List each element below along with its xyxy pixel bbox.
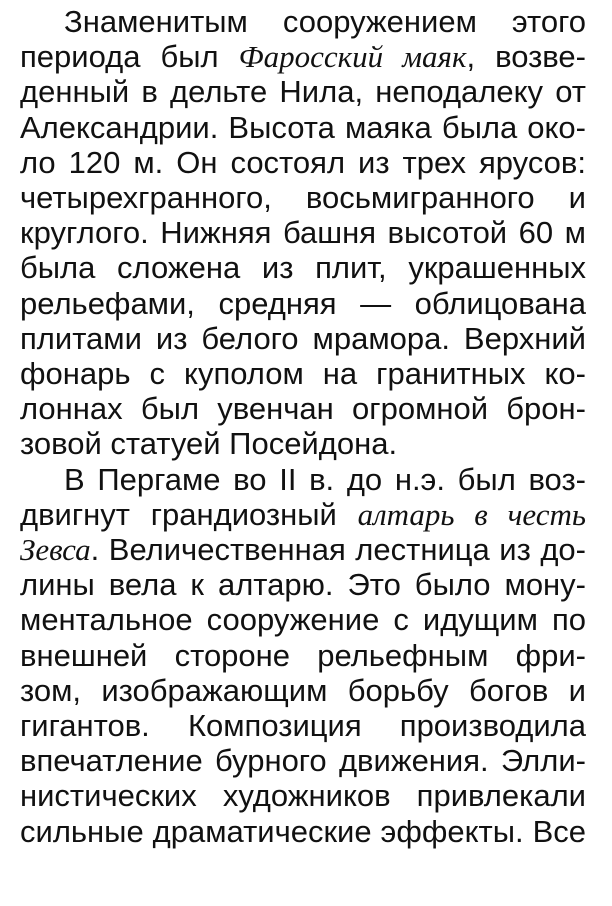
text-line: была сложена из плит, украшенных <box>20 250 586 286</box>
text-line: фонарь с куполом на гранитных ко- <box>20 356 586 391</box>
text-line: периода был Фаросский маяк, возве- <box>20 39 586 75</box>
text-line: Зевса. Величественная лестница из до- <box>20 532 586 567</box>
text-line: нистических художников привлекали <box>20 778 586 814</box>
text-line: плитами из белого мрамора. Верхний <box>20 320 586 356</box>
text-line: ло 120 м. Он состоял из трех ярусов: <box>20 144 586 180</box>
text-line: сильные драматические эффекты. Все <box>20 813 586 849</box>
text-line: зовой статуей Посейдона. <box>20 426 398 462</box>
emphasis-term: Фаросский маяк <box>238 39 467 75</box>
text-line: четырехгранного, восьмигранного и <box>20 180 586 215</box>
emphasis-term: Зевса <box>20 532 91 567</box>
text-line: В Пергаме во II в. до н.э. был воз- <box>64 461 586 497</box>
text-line: рельефами, средняя — облицована <box>20 285 586 321</box>
text-line: внешней стороне рельефным фри- <box>20 637 586 673</box>
text-line: двигнут грандиозный алтарь в честь <box>20 496 586 532</box>
emphasis-term: алтарь в честь <box>357 496 586 532</box>
text-line: лоннах был увенчан огромной брон- <box>20 391 586 427</box>
text-line: Знаменитым сооружением этого <box>64 4 586 39</box>
text-line: гигантов. Композиция производила <box>20 708 586 743</box>
text-line: лины вела к алтарю. Это было мону- <box>20 567 586 603</box>
text-line: денный в дельте Нила, неподалеку от <box>20 74 586 110</box>
text-line: круглого. Нижняя башня высотой 60 м <box>20 215 586 251</box>
text-line: зом, изображающим борьбу богов и <box>20 672 586 708</box>
text-line: впечатление бурного движения. Элли- <box>20 743 586 779</box>
text-line: Александрии. Высота маяка была око- <box>20 109 586 145</box>
text-line: ментальное сооружение с идущим по <box>20 602 586 638</box>
